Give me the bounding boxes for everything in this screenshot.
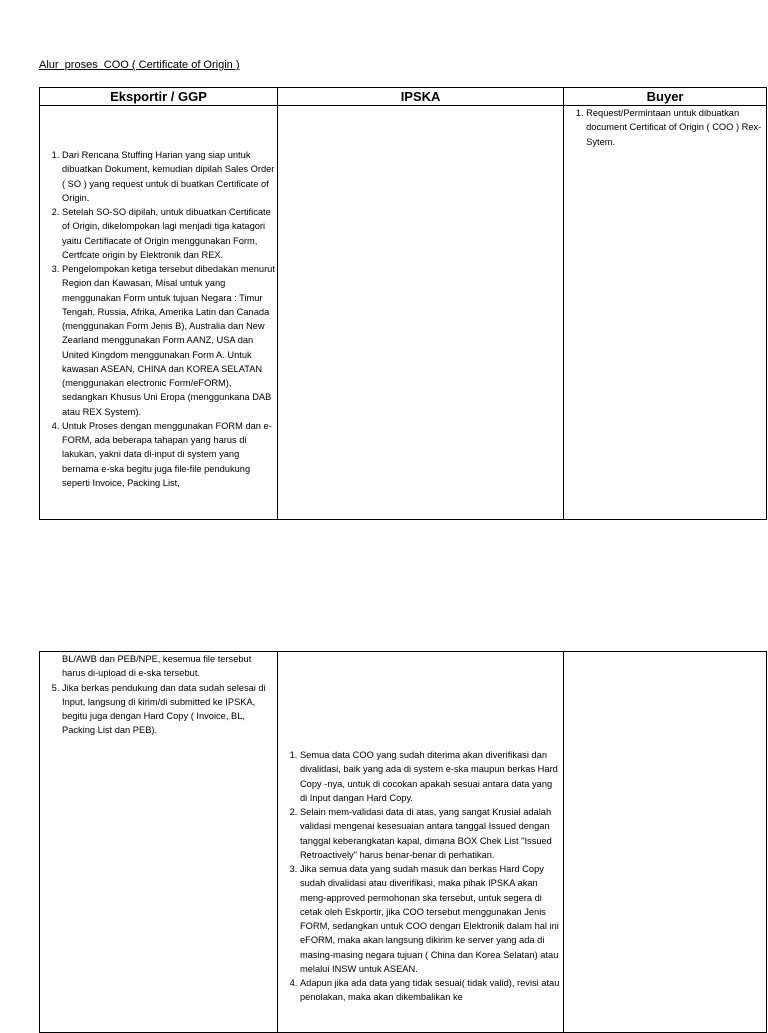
list-item: 3. Pengelompokan ketiga tersebut dibedakan menurut Region dan Kawasan, Misal untuk yang menggunakan Form untuk tujuan Negara : Timur Tengah, Russia, Afrika, Amerika Latin dan Canada (menggunakan Form Jenis B), Australia dan New Zearland menggunakan Form AANZ, USA dan United Kingdom menggunakan Form A. Untuk kawasan ASEAN, CHINA dan KOREA SELATAN (menggunakan electronic Form/eFORM), sedangkan Khusus Uni Eropa (menggunkana DAB atau REX System). xyxy=(62,262,275,419)
table-row xyxy=(40,106,767,520)
process-table-page-1 xyxy=(39,87,767,520)
document-title: Alur proses COO ( Certificate of Origin ) xyxy=(39,59,240,71)
process-table-page-2 xyxy=(39,651,767,1033)
exporter-continuation: BL/AWB dan PEB/NPE, kesemua file tersebut harus di-upload di e-ska tersebut. xyxy=(62,654,252,679)
header-ipska: IPSKA xyxy=(277,88,563,106)
list-item: 3. Jika semua data yang sudah masuk dan berkas Hard Copy sudah divalidasi atau diverifikasi, maka pihak IPSKA akan meng-approved permohonan ska tersebut, untuk segera di cetak oleh Eskportir, jika COO tersebut menggunakan Jenis FORM, sedangkan untuk COO dengan Elektronik dalam hal ini eFORM, maka akan langsung dikirim ke server yang ada di masing-masing negara tujuan ( China dan Korea Selatan) atau melalui INSW untuk ASEAN. xyxy=(300,862,561,976)
list-item: 1. Request/Permintaan untuk dibuatkan document Certificat of Origin ( COO ) Rex-Sytem. xyxy=(586,106,764,149)
ipska-cell xyxy=(277,106,563,520)
list-item: 4. Adapun jika ada data yang tidak sesuai( tidak valid), revisi atau penolakan, maka akan dikembalikan ke xyxy=(300,976,561,1005)
table-row xyxy=(40,652,767,1033)
ipska-cell xyxy=(277,652,563,1033)
table-header-row xyxy=(40,88,767,106)
list-item: 1. Semua data COO yang sudah diterima akan diverifikasi dan divalidasi, baik yang ada di system e-ska maupun berkas Hard Copy -nya, untuk di cocokan apakah sesuai antara data yang di Input dangan Hard Copy. xyxy=(300,748,561,805)
list-item: 4. Untuk Proses dengan menggunakan FORM dan e-FORM, ada beberapa tahapan yang harus di lakukan, yakni data di-input di system yang bernama e-ska begitu juga file-file pendukung seperti Invoice, Packing List, xyxy=(62,419,275,490)
header-buyer: Buyer xyxy=(564,88,767,106)
header-exporter: Eksportir / GGP xyxy=(40,88,278,106)
exporter-steps xyxy=(40,148,277,490)
buyer-cell xyxy=(564,106,767,520)
list-item: 5. Jika berkas pendukung dan data sudah selesai di Input, langsung di kirim/di submitted ke IPSKA, begitu juga dengan Hard Copy ( Invoice, BL, Packing List dan PEB). xyxy=(62,681,275,738)
list-item: 1. Dari Rencana Stuffing Harian yang siap untuk dibuatkan Dokument, kemudian dipilah Sales Order ( SO ) yang request untuk di buatkan Certificate of Origin. xyxy=(62,148,275,205)
list-item: 2. Selain mem-validasi data di atas, yang sangat Krusial adalah validasi mengenai kesesuaian antara tanggal Issued dengan tanggal keberangkatan kapal, dimana BOX Chek List "Issued Retroactively" harus benar-benar di perhatikan. xyxy=(300,805,561,862)
buyer-steps xyxy=(564,106,766,149)
exporter-cell xyxy=(40,652,278,1033)
exporter-steps xyxy=(40,681,277,738)
buyer-cell xyxy=(564,652,767,1033)
list-item: 2. Setelah SO-SO dipilah, untuk dibuatkan Certificate of Origin, dikelompokan lagi menjadi tiga katagori yaitu Certifiacate of Origin menggunakan Form, Certfcate origin by Elektronik dan REX. xyxy=(62,205,275,262)
ipska-steps xyxy=(278,748,563,1005)
exporter-cell xyxy=(40,106,278,520)
